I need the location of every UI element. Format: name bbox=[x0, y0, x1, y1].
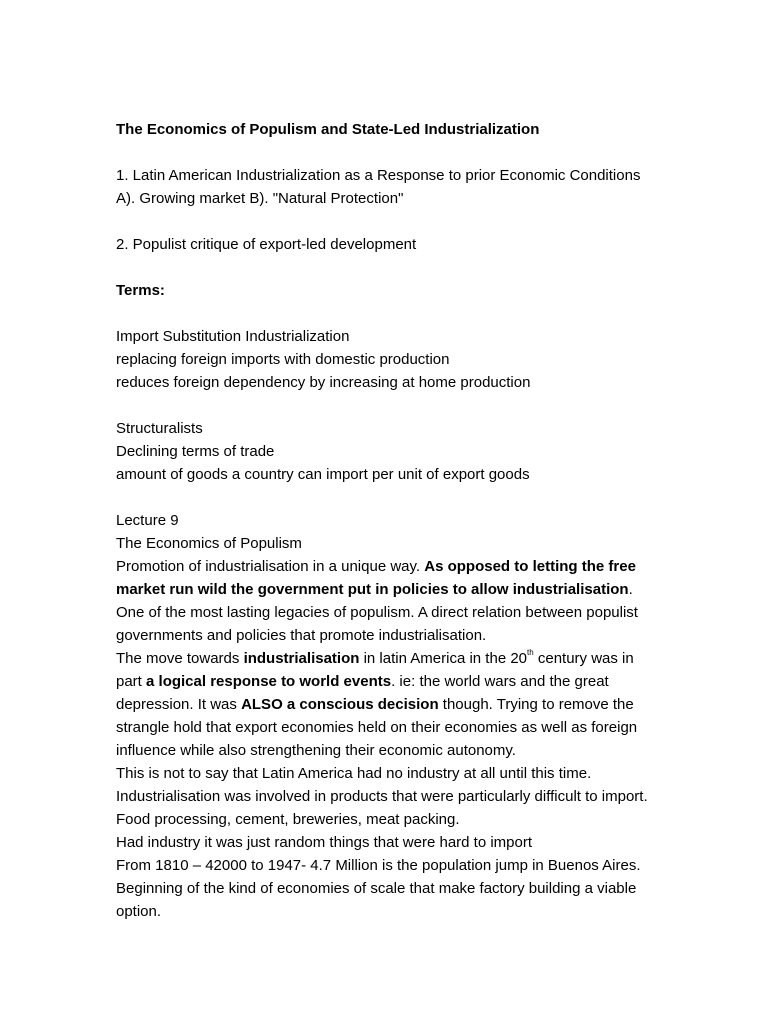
text-run: . ie: the world wars and the great bbox=[391, 673, 609, 690]
term-isi-name: Import Substitution Industrialization bbox=[116, 328, 350, 345]
paragraph-2-line-2: governments and policies that promote industrialisation. bbox=[116, 627, 487, 644]
term-isi-def-1: replacing foreign imports with domestic production bbox=[116, 351, 450, 368]
paragraph-7: Had industry it was just random things that were hard to import bbox=[116, 834, 533, 851]
terms-heading: Terms: bbox=[116, 282, 165, 299]
paragraph-9-line-2: option. bbox=[116, 903, 162, 920]
spacer bbox=[116, 141, 716, 164]
term-isi-def-2: reduces foreign dependency by increasing at home production bbox=[116, 374, 531, 391]
outline-item-1: 1. Latin American Industrialization as a Response to prior Economic Conditions bbox=[116, 167, 641, 184]
paragraph-1-line-2 bbox=[116, 578, 716, 601]
outline-item-1-sub: A). Growing market B). "Natural Protection" bbox=[116, 190, 404, 207]
text-run: century was in bbox=[533, 650, 634, 667]
term-structuralists-def-1: Declining terms of trade bbox=[116, 443, 275, 460]
paragraph-3-line-5: influence while also strengthening their economic autonomy. bbox=[116, 742, 516, 759]
term-structuralists-def-2: amount of goods a country can import per unit of export goods bbox=[116, 466, 530, 483]
text-run: . bbox=[628, 581, 633, 598]
lecture-label: Lecture 9 bbox=[116, 512, 179, 529]
lecture-subtitle: The Economics of Populism bbox=[116, 535, 302, 552]
text-run: Promotion of industrialisation in a unique way. bbox=[116, 558, 425, 575]
document-title: The Economics of Populism and State-Led Industrialization bbox=[116, 121, 540, 138]
text-run: The move towards bbox=[116, 650, 244, 667]
spacer bbox=[116, 302, 716, 325]
spacer bbox=[116, 394, 716, 417]
bold-run: As opposed to letting the free bbox=[424, 558, 636, 575]
document-page bbox=[116, 118, 716, 923]
text-run: though. Trying to remove the bbox=[438, 696, 634, 713]
text-run: depression. It was bbox=[116, 696, 242, 713]
paragraph-3-line-2 bbox=[116, 670, 716, 693]
paragraph-3-line-1 bbox=[116, 647, 716, 670]
superscript: th bbox=[527, 648, 534, 657]
spacer bbox=[116, 256, 716, 279]
term-structuralists-name: Structuralists bbox=[116, 420, 203, 437]
text-run: in latin America in the 20 bbox=[359, 650, 528, 667]
paragraph-9-line-1: Beginning of the kind of economies of scale that make factory building a viable bbox=[116, 880, 637, 897]
paragraph-4: This is not to say that Latin America had no industry at all until this time. bbox=[116, 765, 592, 782]
bold-run: ALSO a conscious decision bbox=[241, 696, 439, 713]
paragraph-1-line-1 bbox=[116, 555, 716, 578]
paragraph-3-line-4: strangle hold that export economies held on their economies as well as foreign bbox=[116, 719, 638, 736]
spacer bbox=[116, 486, 716, 509]
paragraph-8: From 1810 – 42000 to 1947- 4.7 Million is the population jump in Buenos Aires. bbox=[116, 857, 641, 874]
bold-run: industrialisation bbox=[243, 650, 360, 667]
paragraph-3-line-3 bbox=[116, 693, 716, 716]
bold-run: market run wild the government put in policies to allow industrialisation bbox=[116, 581, 629, 598]
paragraph-5: Industrialisation was involved in products that were particularly difficult to import. bbox=[116, 788, 648, 805]
spacer bbox=[116, 210, 716, 233]
bold-run: a logical response to world events bbox=[146, 673, 392, 690]
outline-item-2: 2. Populist critique of export-led development bbox=[116, 236, 417, 253]
paragraph-6: Food processing, cement, breweries, meat packing. bbox=[116, 811, 460, 828]
text-run: part bbox=[116, 673, 147, 690]
paragraph-2-line-1: One of the most lasting legacies of populism. A direct relation between populist bbox=[116, 604, 638, 621]
